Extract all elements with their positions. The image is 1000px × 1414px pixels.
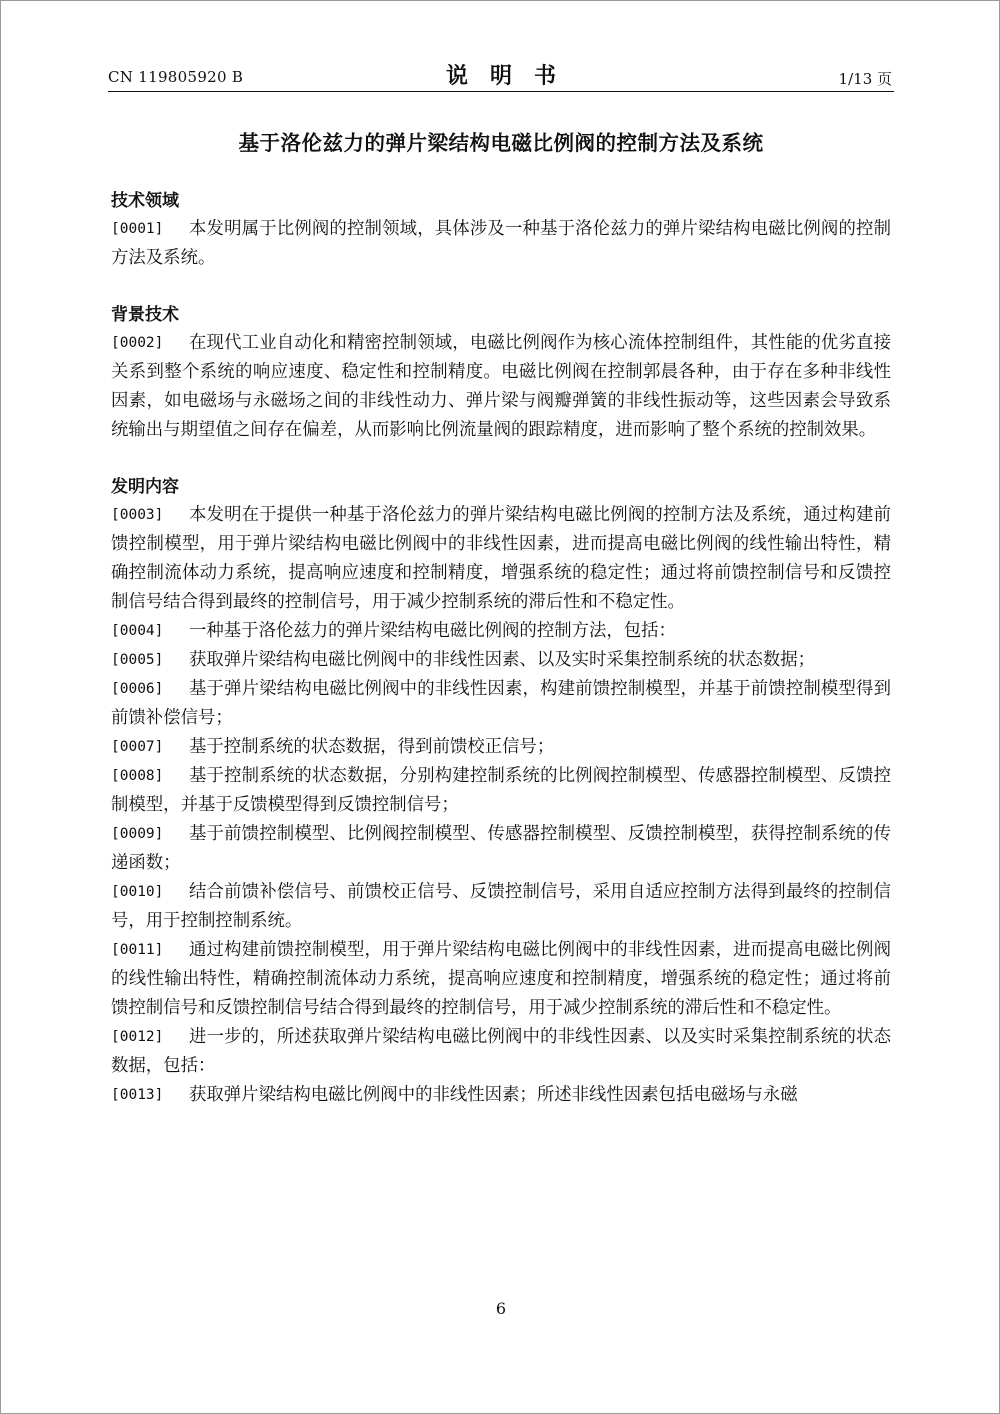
paragraph-number: [0012]: [111, 1029, 164, 1045]
paragraph: [111, 878, 891, 936]
paragraph-number: [0007]: [111, 739, 164, 755]
paragraph-text: 获取弹片梁结构电磁比例阀中的非线性因素；所述非线性因素包括电磁场与永磁: [189, 1085, 798, 1105]
page-indicator: 1/13 页: [838, 70, 892, 88]
paragraph-number: [0008]: [111, 768, 164, 784]
paragraph-text: 本发明属于比例阀的控制领域，具体涉及一种基于洛伦兹力的弹片梁结构电磁比例阀的控制方法及系统。: [111, 219, 891, 268]
paragraph-text: 进一步的，所述获取弹片梁结构电磁比例阀中的非线性因素、以及实时采集控制系统的状态数据，包括：: [111, 1027, 891, 1076]
paragraph-text: 基于前馈控制模型、比例阀控制模型、传感器控制模型、反馈控制模型，获得控制系统的传递函数；: [111, 824, 891, 873]
paragraph: [111, 646, 891, 675]
paragraph-number: [0009]: [111, 826, 164, 842]
section-spacer: [111, 445, 891, 473]
document-body: [111, 187, 891, 1110]
section-heading-background: 背景技术: [111, 305, 179, 325]
paragraph-text: 通过构建前馈控制模型，用于弹片梁结构电磁比例阀中的非线性因素，进而提高电磁比例阀的线性输出特性，精确控制流体动力系统，提高响应速度和控制精度，增强系统的稳定性；通过将前馈控制信号和反馈控制信号结合得到最终的控制信号，用于减少控制系统的滞后性和不稳定性。: [111, 940, 891, 1018]
paragraph-text: 基于控制系统的状态数据，分别构建控制系统的比例阀控制模型、传感器控制模型、反馈控制模型，并基于反馈模型得到反馈控制信号；: [111, 766, 891, 815]
paragraph: [111, 501, 891, 617]
paragraph: [111, 1081, 891, 1110]
section-heading-summary: 发明内容: [111, 477, 179, 497]
paragraph-text: 结合前馈补偿信号、前馈校正信号、反馈控制信号，采用自适应控制方法得到最终的控制信号，用于控制控制系统。: [111, 882, 891, 931]
paragraph-number: [0006]: [111, 681, 164, 697]
paragraph-text: 本发明在于提供一种基于洛伦兹力的弹片梁结构电磁比例阀的控制方法及系统，通过构建前馈控制模型，用于弹片梁结构电磁比例阀中的非线性因素，进而提高电磁比例阀的线性输出特性，精确控制流体动力系统，提高响应速度和控制精度，增强系统的稳定性；通过将前馈控制信号和反馈控制信号结合得到最终的控制信号，用于减少控制系统的滞后性和不稳定性。: [111, 505, 891, 612]
paragraph-number: [0010]: [111, 884, 164, 900]
paragraph-text: 基于控制系统的状态数据，得到前馈校正信号；: [189, 737, 555, 757]
section-heading-tech-field: 技术领域: [111, 191, 179, 211]
page-number: 6: [495, 1299, 507, 1318]
paragraph-number: [0002]: [111, 335, 164, 351]
paragraph-text: 在现代工业自动化和精密控制领域，电磁比例阀作为核心流体控制组件，其性能的优劣直接关系到整个系统的响应速度、稳定性和控制精度。电磁比例阀在控制郭晨各种，由于存在多种非线性因素，如电磁场与永磁场之间的非线性动力、弹片梁与阀瓣弹簧的非线性振动等，这些因素会导致系统输出与期望值之间存在偏差，从而影响比例流量阀的跟踪精度，进而影响了整个系统的控制效果。: [111, 333, 891, 440]
paragraph-number: [0011]: [111, 942, 164, 958]
paragraph-number: [0013]: [111, 1087, 164, 1103]
paragraph-number: [0001]: [111, 221, 164, 237]
paragraph-text: 获取弹片梁结构电磁比例阀中的非线性因素、以及实时采集控制系统的状态数据；: [189, 650, 816, 670]
section-spacer: [111, 273, 891, 301]
document-title: 基于洛伦兹力的弹片梁结构电磁比例阀的控制方法及系统: [238, 131, 764, 155]
paragraph: [111, 936, 891, 1023]
patent-number: CN 119805920 B: [108, 68, 244, 86]
paragraph: [111, 733, 891, 762]
paragraph: [111, 215, 891, 273]
paragraph-number: [0003]: [111, 507, 164, 523]
paragraph-text: 一种基于洛伦兹力的弹片梁结构电磁比例阀的控制方法，包括：: [189, 621, 676, 641]
paragraph: [111, 1023, 891, 1081]
paragraph: [111, 675, 891, 733]
paragraph: [111, 329, 891, 445]
paragraph: [111, 820, 891, 878]
paragraph-text: 基于弹片梁结构电磁比例阀中的非线性因素，构建前馈控制模型，并基于前馈控制模型得到前馈补偿信号；: [111, 679, 891, 728]
paragraph: [111, 762, 891, 820]
header-divider: [108, 91, 894, 92]
paragraph-number: [0004]: [111, 623, 164, 639]
paragraph: [111, 617, 891, 646]
paragraph-number: [0005]: [111, 652, 164, 668]
document-type-heading: 说明书: [445, 64, 578, 89]
